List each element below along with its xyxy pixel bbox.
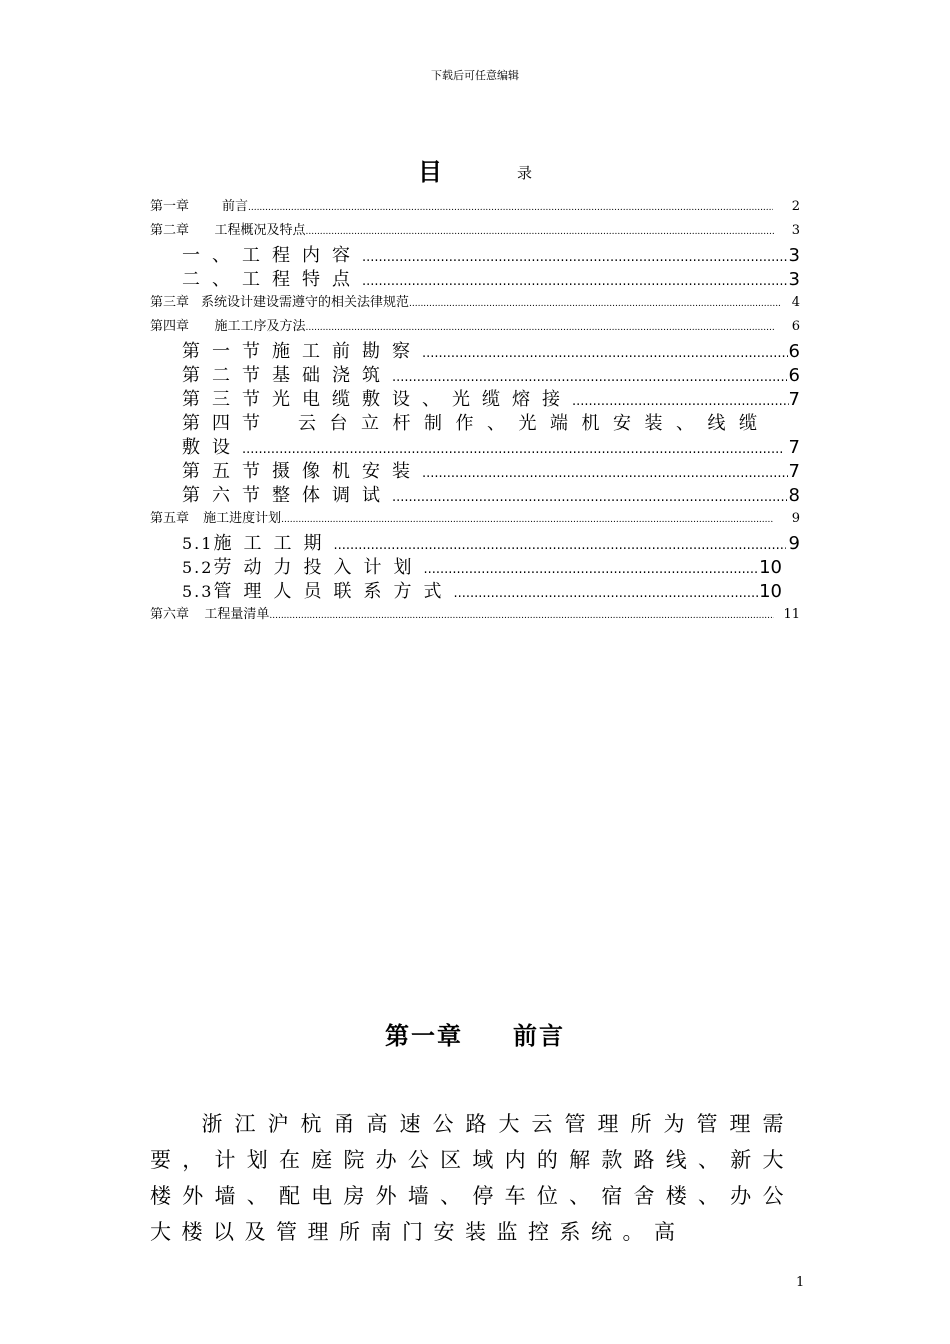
toc-leader-dots xyxy=(423,562,759,577)
page-number: 1 xyxy=(796,1275,805,1290)
toc-entry-num: 第一节 xyxy=(182,341,272,362)
toc-entry-num: 第四章 xyxy=(150,319,190,334)
toc-entry-chapter-5[interactable] xyxy=(150,507,800,525)
toc-entry-page: 11 xyxy=(783,607,800,622)
toc-entry-chapter-6[interactable] xyxy=(150,603,800,621)
toc-entry-page: 9 xyxy=(791,511,800,526)
toc-entry-chapter-3[interactable] xyxy=(150,291,800,309)
toc-leader-dots xyxy=(248,203,773,213)
toc-leader-dots xyxy=(572,394,789,409)
toc-entry-num: 第五节 xyxy=(182,461,272,482)
toc-entry-num: 一、 xyxy=(182,245,242,266)
toc-entry-num: 第六章 xyxy=(150,607,190,622)
toc-entry-section-4-5[interactable] xyxy=(182,457,800,481)
toc-leader-dots xyxy=(306,227,776,237)
toc-entry-section-2[interactable] xyxy=(182,265,800,289)
toc-entry-section-4-4-continued[interactable] xyxy=(182,433,800,457)
toc-entry-page: 3 xyxy=(788,245,800,266)
toc-entry-label: 系统设计建设需遵守的相关法律规范 xyxy=(200,295,409,310)
toc-entry-label: 摄像机安装 xyxy=(272,461,422,482)
toc-entry-num: 5.3 xyxy=(182,582,214,601)
toc-entry-num: 5.1 xyxy=(182,534,214,553)
toc-entry-section-4-4[interactable] xyxy=(182,409,800,433)
toc-entry-num: 第二章 xyxy=(150,223,190,238)
toc-leader-dots xyxy=(392,490,787,505)
toc-entry-page: 10 xyxy=(759,557,782,578)
toc-entry-section-5-2[interactable] xyxy=(182,553,782,577)
toc-entry-page: 10 xyxy=(759,581,782,602)
toc-entry-num: 第六节 xyxy=(182,485,272,506)
toc-entry-num: 5.2 xyxy=(182,558,214,577)
toc-entry-label: 施工进度计划 xyxy=(203,511,282,526)
toc-leader-dots xyxy=(362,250,787,265)
toc-entry-section-4-1[interactable] xyxy=(182,337,800,361)
toc-leader-dots xyxy=(453,586,759,601)
chapter-heading-title: 前言 xyxy=(513,1022,565,1050)
toc-entry-label: 工程特点 xyxy=(242,269,362,290)
toc-entry-page: 7 xyxy=(788,437,800,458)
toc-entry-section-4-2[interactable] xyxy=(182,361,800,385)
toc-leader-dots xyxy=(281,515,774,525)
toc-leader-dots xyxy=(422,466,788,481)
toc-entry-num: 第四节 xyxy=(182,413,272,434)
toc-entry-num: 二、 xyxy=(182,269,242,290)
toc-entry-label: 基础浇筑 xyxy=(272,365,392,386)
toc-leader-dots xyxy=(362,274,787,289)
toc-leader-dots xyxy=(409,299,781,309)
toc-entry-page: 6 xyxy=(788,341,800,362)
chapter-heading xyxy=(0,1016,950,1051)
toc-entry-section-5-1[interactable] xyxy=(182,529,800,553)
toc-entry-label: 工程概况及特点 xyxy=(214,223,306,238)
toc-entry-page: 2 xyxy=(791,199,800,214)
toc-entry-num: 第一章 xyxy=(150,199,190,214)
toc-entry-label: 前言 xyxy=(221,199,248,214)
toc-entry-page: 6 xyxy=(788,365,800,386)
toc-entry-page: 6 xyxy=(791,319,800,334)
body-paragraph xyxy=(150,1106,794,1250)
toc-entry-label: 云台立杆制作、光端机安装、线缆 xyxy=(298,413,771,434)
toc-entry-label: 管理人员联系方式 xyxy=(213,581,454,602)
toc-entry-chapter-2[interactable] xyxy=(150,219,800,237)
toc-entry-chapter-1[interactable] xyxy=(150,195,800,213)
toc-entry-label: 整体调试 xyxy=(272,485,392,506)
toc-leader-dots xyxy=(242,442,783,457)
toc-entry-num: 第三章 xyxy=(150,295,190,310)
toc-title-second: 录 xyxy=(517,164,533,182)
toc-leader-dots xyxy=(269,611,773,621)
toc-leader-dots xyxy=(392,370,787,385)
toc-leader-dots xyxy=(422,346,788,361)
toc-entry-label-continued: 敷设 xyxy=(182,437,242,458)
toc-entry-label: 工程内容 xyxy=(242,245,362,266)
toc-entry-section-1[interactable] xyxy=(182,241,800,265)
toc-entry-page: 7 xyxy=(788,389,800,410)
toc-entry-num: 第三节 xyxy=(182,389,272,410)
toc-entry-page: 3 xyxy=(788,269,800,290)
toc-entry-label: 施工工序及方法 xyxy=(214,319,306,334)
toc-leader-dots xyxy=(306,323,776,333)
toc-entry-page: 3 xyxy=(791,223,800,238)
toc-entry-num: 第二节 xyxy=(182,365,272,386)
toc-entry-section-5-3[interactable] xyxy=(182,577,782,601)
chapter-heading-num: 第一章 xyxy=(385,1022,463,1050)
toc-entry-page: 4 xyxy=(791,295,800,310)
toc-title: 目 xyxy=(418,158,442,186)
toc-entry-page: 9 xyxy=(788,533,800,554)
toc-entry-section-4-6[interactable] xyxy=(182,481,800,505)
header-note: 下载后可任意编辑 xyxy=(431,69,519,82)
toc-entry-section-4-3[interactable] xyxy=(182,385,800,409)
toc-entry-label: 施工前勘察 xyxy=(272,341,422,362)
toc-leader-dots xyxy=(333,538,785,553)
toc-entry-label: 施工工期 xyxy=(213,533,334,554)
toc-entry-label: 劳动力投入计划 xyxy=(213,557,424,578)
toc-entry-label: 工程量清单 xyxy=(204,607,270,622)
toc-entry-num: 第五章 xyxy=(150,511,190,526)
toc-entry-label: 光电缆敷设、光缆熔接 xyxy=(272,389,572,410)
toc-entry-page: 7 xyxy=(788,461,800,482)
toc-entry-page: 8 xyxy=(788,485,800,506)
toc-entry-chapter-4[interactable] xyxy=(150,315,800,333)
body-paragraph-text: 浙江沪杭甬高速公路大云管理所为管理需要，计划在庭院办公区域内的解款路线、新大楼外墙、配电房外墙、停车位、宿舍楼、办公大楼以及管理所南门安装监控系统。高 xyxy=(150,1112,794,1244)
